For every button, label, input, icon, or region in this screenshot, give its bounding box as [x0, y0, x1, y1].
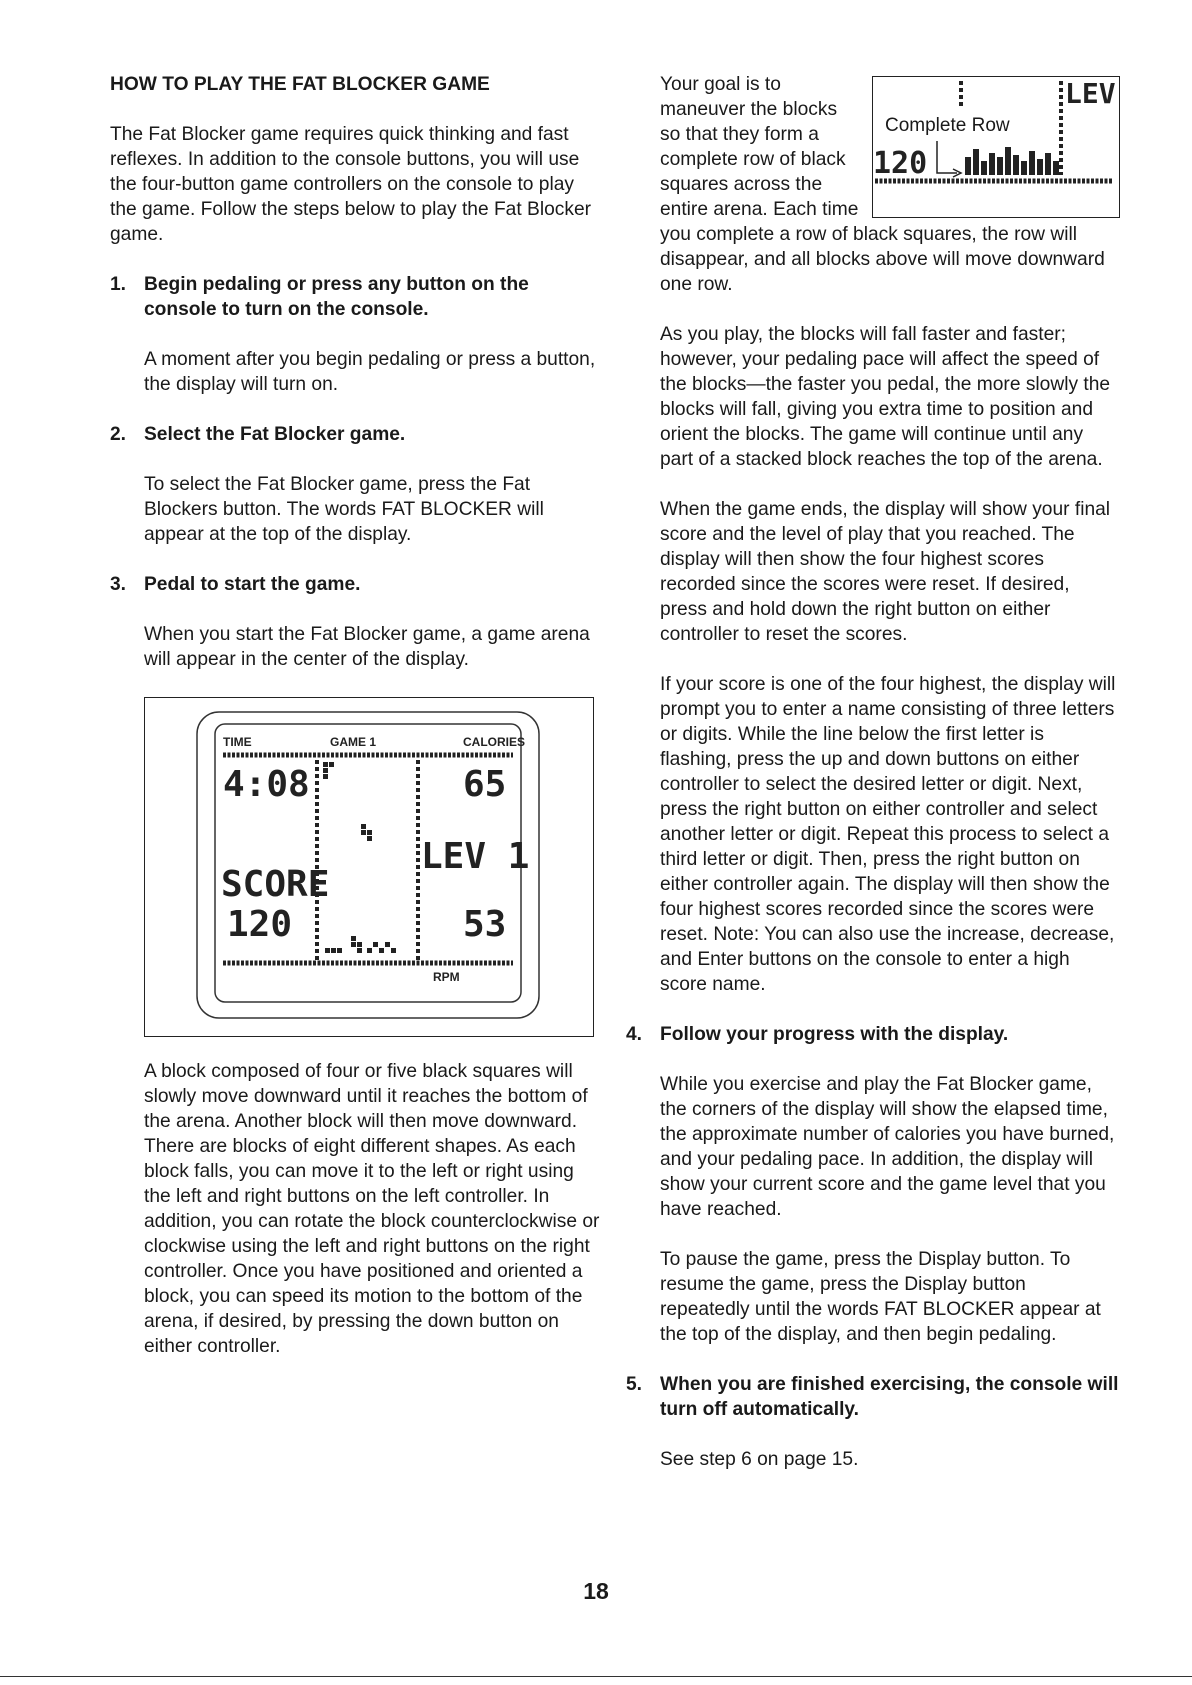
complete-row-illustration	[873, 77, 1118, 216]
step-body: To pause the game, press the Display button. To resume the game, press the Display button repeatedly until the words FAT BLOCKER appear at the top of the display, and then begin pedaling.	[660, 1249, 1101, 1345]
bottom-rule	[0, 1676, 1192, 1677]
step-body: A moment after you begin pedaling or press a button, the display will turn on.	[144, 349, 596, 395]
score-label: SCORE	[221, 864, 330, 905]
step-body: To select the Fat Blocker game, press the Fat Blockers button. The words FAT BLOCKER will appear at the top of the display.	[144, 474, 544, 545]
step-body: A block composed of four or five black squares will slowly move downward until it reaches the bottom of the arena. Another block will then move downward. There are blocks of eight different shapes. As each block falls, you can move it to the left or right using the left and right buttons on the left controller. In addition, you can rotate the block counterclockwise or clockwise using the left and right buttons on the right controller. Once you have positioned and oriented a block, you can speed its motion to the bottom of the arena, if desired, by pressing the down button on either controller.	[144, 1061, 600, 1357]
step-5: 5. When you are finished exercising, the console will turn off automatically.	[626, 1374, 1119, 1420]
step-number: 3.	[110, 574, 127, 595]
step-number: 1.	[110, 274, 127, 295]
right-paragraph: As you play, the blocks will fall faster and faster; however, your pedaling pace will affect the speed of the blocks—the faster you pedal, the more slowly the blocks will fall, giving you extra time to position and orient the blocks. The game will continue until any part of a stacked block reaches the top of the arena.	[660, 324, 1111, 470]
right-paragraph: When the game ends, the display will show your final score and the level of play that you reached. The display will then show the four highest scores recorded since the scores were reset. If desired, press and hold down the right button on either controller to reset the scores.	[660, 499, 1111, 645]
step-body: While you exercise and play the Fat Blocker game, the corners of the display will show the elapsed time, the approximate number of calories you have burned, and your pedaling pace. In addition, the display will show your current score and the game level that you have reached.	[660, 1074, 1115, 1220]
step-title: Select the Fat Blocker game.	[144, 424, 406, 445]
step-body: When you start the Fat Blocker game, a game arena will appear in the center of the display.	[144, 624, 590, 670]
calories-value: 65	[463, 764, 507, 805]
stacked-blocks	[325, 936, 396, 953]
level-value: LEV 1	[421, 836, 530, 877]
calories-label: CALORIES	[463, 735, 526, 749]
intro-paragraph: The Fat Blocker game requires quick thinking and fast reflexes. In addition to the console buttons, you will use the four-button game controllers on the console to play the game. Follow the steps below to play the Fat Blocker game.	[110, 124, 591, 245]
block-columns	[965, 147, 1059, 175]
step-1	[110, 272, 600, 322]
step-body: See step 6 on page 15.	[660, 1449, 859, 1470]
step-title: Pedal to start the game.	[144, 574, 361, 595]
score-value: 120	[227, 904, 293, 945]
right-column	[626, 72, 1120, 1497]
time-label: TIME	[223, 735, 252, 749]
rpm-value: 53	[463, 904, 507, 945]
step-2	[110, 422, 600, 447]
step-title: Follow your progress with the display.	[660, 1024, 1009, 1045]
falling-block	[323, 762, 372, 841]
console-display-illustration	[145, 698, 592, 1035]
page-number: 18	[583, 1578, 609, 1604]
step-4: 4. Follow your progress with the display.	[626, 1024, 1009, 1045]
step-number: 2.	[110, 424, 127, 445]
section-heading: HOW TO PLAY THE FAT BLOCKER GAME	[110, 74, 490, 95]
left-column	[110, 72, 600, 1384]
step-title: Begin pedaling or press any button on the console to turn on the console.	[144, 274, 529, 320]
complete-row-figure	[872, 76, 1120, 218]
svg-text:120: 120	[873, 146, 928, 181]
rpm-label: RPM	[433, 970, 460, 984]
step-3	[110, 572, 600, 597]
right-paragraph: If your score is one of the four highest, the display will prompt you to enter a name consisting of three letters or digits. While the line below the first letter is flashing, press the up and down buttons on either controller to select the desired letter or digit. Next, press the right button on either controller and select another letter or digit. Repeat this process to select a third letter or digit. Then, press the right button on either controller again. The display will then show the four highest scores recorded since the scores were reset. Note: You can also use the increase, decrease, and Enter buttons on the console to enter a high score name.	[660, 674, 1116, 995]
right-paragraph: Your goal is to maneuver the blocks so that they form a complete row of black squares across the entire arena. Each time you complete a row of black squares, the row will disappear, and all blocks above will move downward one row.	[660, 74, 1105, 295]
game-label: GAME 1	[330, 735, 377, 749]
time-value: 4:08	[223, 764, 310, 805]
complete-row-label: Complete Row	[885, 115, 1010, 136]
step-title: When you are finished exercising, the console will turn off automatically.	[660, 1374, 1119, 1420]
console-display-figure	[144, 697, 594, 1037]
svg-text:LEV: LEV	[1065, 77, 1116, 110]
